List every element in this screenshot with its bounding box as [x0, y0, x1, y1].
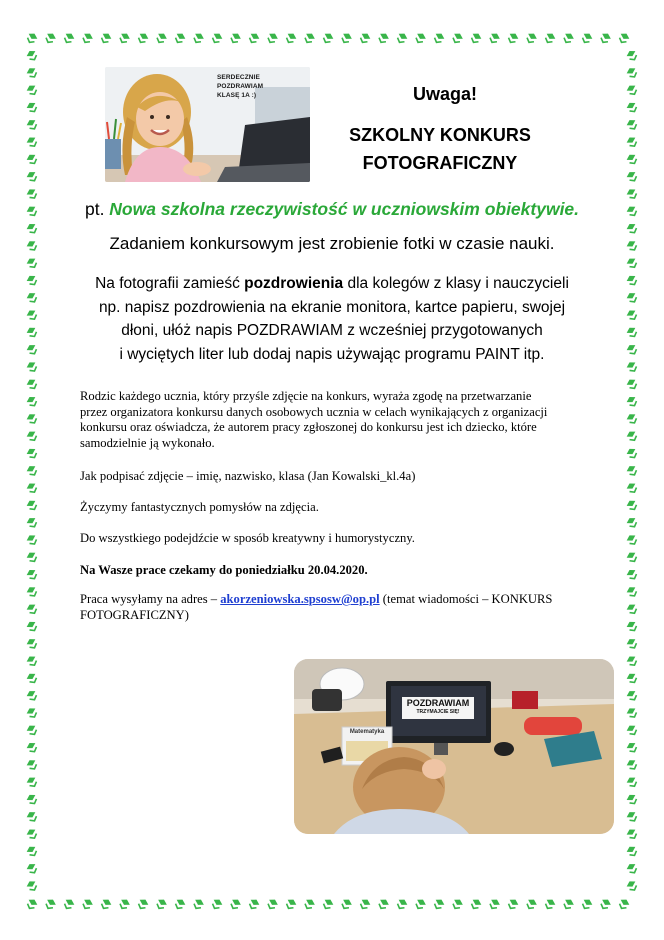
border-ornament	[525, 31, 539, 45]
border-ornament	[210, 897, 224, 911]
border-ornament	[25, 740, 39, 754]
screen-title: POZDRAWIAM	[406, 698, 470, 708]
border-ornament	[506, 31, 520, 45]
border-ornament	[229, 31, 243, 45]
border-ornament	[25, 498, 39, 512]
border-ornament	[25, 706, 39, 720]
border-ornament	[25, 879, 39, 893]
sending-line	[80, 592, 600, 608]
theme-name: Nowa szkolna rzeczywistość w uczniowskim obiektywie.	[109, 199, 580, 219]
border-ornament	[625, 412, 639, 426]
sending-text: Praca wysyłamy na adres –	[80, 592, 221, 606]
border-ornament	[25, 758, 39, 772]
border-ornament	[625, 360, 639, 374]
border-ornament	[625, 585, 639, 599]
border-ornament	[625, 325, 639, 339]
title-line: SZKOLNY KONKURS	[349, 125, 531, 145]
border-ornament	[625, 550, 639, 564]
wishes-paragraph: Życzymy fantastycznych pomysłów na zdjęcia.	[80, 500, 319, 514]
border-ornament	[25, 827, 39, 841]
border-ornament	[25, 394, 39, 408]
border-ornament	[525, 897, 539, 911]
border-ornament	[25, 637, 39, 651]
instructions-line: i wyciętych liter lub dodaj napis używając programu PAINT itp.	[119, 345, 545, 363]
border-ornament	[451, 897, 465, 911]
border-ornament	[625, 723, 639, 737]
border-ornament	[44, 31, 58, 45]
border-ornament	[25, 170, 39, 184]
border-ornament	[625, 394, 639, 408]
border-ornament	[25, 567, 39, 581]
instructions	[55, 272, 609, 366]
border-ornament	[247, 897, 261, 911]
border-ornament	[192, 897, 206, 911]
border-ornament	[414, 31, 428, 45]
border-ornament	[432, 31, 446, 45]
border-ornament	[625, 273, 639, 287]
border-ornament	[617, 897, 631, 911]
border-ornament	[488, 897, 502, 911]
border-ornament	[25, 291, 39, 305]
border-ornament	[625, 827, 639, 841]
border-ornament	[25, 256, 39, 270]
border-ornament	[229, 897, 243, 911]
border-ornament	[25, 862, 39, 876]
border-ornament	[118, 31, 132, 45]
border-ornament	[625, 291, 639, 305]
girl-at-laptop-photo	[105, 67, 310, 182]
border-ornament	[210, 31, 224, 45]
consent-line: samodzielnie ją wykonało.	[80, 435, 215, 450]
border-ornament	[625, 862, 639, 876]
border-ornament	[625, 775, 639, 789]
signing-paragraph: Jak podpisać zdjęcie – imię, nazwisko, klasa (Jan Kowalski_kl.4a)	[80, 469, 416, 483]
border-ornament	[284, 897, 298, 911]
border-ornament	[625, 619, 639, 633]
photo-caption-line: KLASĘ 1A :)	[217, 92, 257, 99]
border-ornament	[625, 498, 639, 512]
border-ornament	[25, 118, 39, 132]
border-ornament	[25, 897, 39, 911]
instructions-line	[55, 272, 609, 296]
border-ornament	[155, 897, 169, 911]
border-ornament	[25, 325, 39, 339]
border-ornament	[625, 118, 639, 132]
border-ornament	[625, 637, 639, 651]
border-ornament	[340, 897, 354, 911]
attention-heading: Uwaga!	[412, 84, 477, 104]
border-ornament	[25, 844, 39, 858]
border-ornament	[99, 31, 113, 45]
border-ornament	[543, 897, 557, 911]
border-ornament	[451, 31, 465, 45]
border-ornament	[625, 689, 639, 703]
border-ornament	[506, 897, 520, 911]
border-ornament	[247, 31, 261, 45]
border-ornament	[625, 66, 639, 80]
instructions-text: dla kolegów z klasy i nauczycieli	[343, 275, 569, 292]
border-ornament	[81, 31, 95, 45]
border-ornament	[625, 516, 639, 530]
border-ornament	[25, 360, 39, 374]
border-ornament	[25, 66, 39, 80]
border-ornament	[625, 429, 639, 443]
sending-text: (temat wiadomości – KONKURS	[379, 592, 553, 606]
border-ornament	[136, 897, 150, 911]
instructions-line: dłoni, ułóż napis POZDRAWIAM z wcześniej przygotowanych	[121, 322, 543, 339]
border-ornament	[25, 100, 39, 114]
border-ornament	[118, 897, 132, 911]
border-ornament	[25, 619, 39, 633]
border-ornament	[25, 464, 39, 478]
border-ornament	[25, 83, 39, 97]
border-ornament	[25, 585, 39, 599]
border-ornament	[625, 48, 639, 62]
border-ornament	[358, 897, 372, 911]
border-ornament	[44, 897, 58, 911]
border-ornament	[395, 897, 409, 911]
border-ornament	[625, 170, 639, 184]
border-ornament	[625, 100, 639, 114]
border-ornament	[155, 31, 169, 45]
border-ornament	[625, 481, 639, 495]
deadline-paragraph: Na Wasze prace czekamy do poniedziałku 20.04.2020.	[80, 563, 368, 577]
border-ornament	[625, 308, 639, 322]
border-ornament	[25, 31, 39, 45]
border-ornament	[284, 31, 298, 45]
border-ornament	[25, 671, 39, 685]
consent-line: konkursu oraz oświadcza, że autorem pracy zgłoszonej do konkursu jest ich dziecko, które	[80, 420, 537, 435]
border-ornament	[25, 810, 39, 824]
task-statement: Zadaniem konkursowym jest zrobienie fotki w czasie nauki.	[109, 234, 555, 253]
border-ornament	[358, 31, 372, 45]
border-ornament	[25, 689, 39, 703]
border-ornament	[25, 135, 39, 149]
photo-caption	[217, 73, 307, 100]
border-ornament	[625, 844, 639, 858]
border-ornament	[625, 256, 639, 270]
border-ornament	[432, 897, 446, 911]
border-ornament	[25, 602, 39, 616]
border-ornament	[625, 654, 639, 668]
border-ornament	[266, 31, 280, 45]
border-ornament	[25, 429, 39, 443]
border-ornament	[625, 567, 639, 581]
border-ornament	[580, 897, 594, 911]
border-ornament	[25, 152, 39, 166]
email-link[interactable]: akorzeniowska.spsosw@op.pl	[220, 592, 380, 606]
border-ornament	[192, 31, 206, 45]
book-title: Matematyka	[349, 729, 385, 735]
border-ornament	[136, 31, 150, 45]
border-ornament	[340, 31, 354, 45]
border-ornament	[625, 792, 639, 806]
border-ornament	[99, 897, 113, 911]
border-ornament	[25, 377, 39, 391]
border-ornament	[25, 481, 39, 495]
border-ornament	[617, 31, 631, 45]
theme-prefix: pt.	[84, 199, 110, 219]
border-ornament	[62, 897, 76, 911]
border-ornament	[625, 377, 639, 391]
border-ornament	[266, 897, 280, 911]
border-ornament	[395, 31, 409, 45]
boy-at-desk-photo	[294, 659, 614, 834]
border-ornament	[414, 897, 428, 911]
border-ornament	[25, 775, 39, 789]
contest-theme	[0, 199, 664, 220]
border-ornament	[25, 343, 39, 357]
border-ornament	[173, 31, 187, 45]
border-ornament	[25, 654, 39, 668]
border-ornament	[625, 879, 639, 893]
instructions-bold: pozdrowienia	[244, 275, 344, 292]
title-line: FOTOGRAFICZNY	[362, 153, 518, 173]
border-ornament	[303, 897, 317, 911]
approach-paragraph: Do wszystkiego podejdźcie w sposób kreatywny i humorystyczny.	[80, 531, 415, 545]
border-ornament	[625, 602, 639, 616]
border-ornament	[599, 31, 613, 45]
instructions-text: Na fotografii zamieść	[95, 275, 245, 292]
sending-line: FOTOGRAFICZNY)	[80, 607, 189, 622]
border-ornament	[25, 273, 39, 287]
border-ornament	[625, 706, 639, 720]
border-ornament	[321, 897, 335, 911]
border-ornament	[25, 516, 39, 530]
border-ornament	[303, 31, 317, 45]
border-ornament	[562, 897, 576, 911]
border-ornament	[625, 83, 639, 97]
sending-paragraph	[80, 592, 600, 623]
photo-caption-line: SERDECZNIE POZDRAWIAM	[217, 74, 264, 90]
border-ornament	[25, 550, 39, 564]
border-ornament	[377, 31, 391, 45]
border-ornament	[321, 31, 335, 45]
border-ornament	[562, 31, 576, 45]
border-ornament	[599, 897, 613, 911]
border-ornament	[25, 412, 39, 426]
border-ornament	[469, 897, 483, 911]
consent-paragraph	[80, 389, 600, 451]
border-ornament	[25, 446, 39, 460]
border-ornament	[25, 48, 39, 62]
consent-line: przez organizatora konkursu danych osobowych ucznia w celach wynikających z organizacji	[80, 404, 548, 419]
border-ornament	[625, 758, 639, 772]
border-ornament	[62, 31, 76, 45]
border-ornament	[625, 464, 639, 478]
border-ornament	[625, 740, 639, 754]
border-ornament	[469, 31, 483, 45]
border-ornament	[25, 308, 39, 322]
border-ornament	[25, 533, 39, 547]
instructions-line: np. napisz pozdrowienia na ekranie monitora, kartce papieru, swojej	[98, 298, 566, 316]
border-ornament	[488, 31, 502, 45]
border-ornament	[625, 671, 639, 685]
border-ornament	[580, 31, 594, 45]
consent-line: Rodzic każdego ucznia, który przyśle zdjęcie na konkurs, wyraża zgodę na przetwarzanie	[80, 389, 532, 403]
screen-subtitle: TRZYMAJCIE SIĘ!	[416, 709, 460, 715]
monitor-text	[402, 697, 474, 716]
border-ornament	[625, 152, 639, 166]
border-ornament	[625, 343, 639, 357]
border-ornament	[625, 446, 639, 460]
border-ornament	[25, 792, 39, 806]
border-ornament	[625, 135, 639, 149]
border-ornament	[377, 897, 391, 911]
border-ornament	[625, 810, 639, 824]
border-ornament	[81, 897, 95, 911]
border-ornament	[25, 723, 39, 737]
border-ornament	[543, 31, 557, 45]
border-ornament	[173, 897, 187, 911]
border-ornament	[625, 533, 639, 547]
